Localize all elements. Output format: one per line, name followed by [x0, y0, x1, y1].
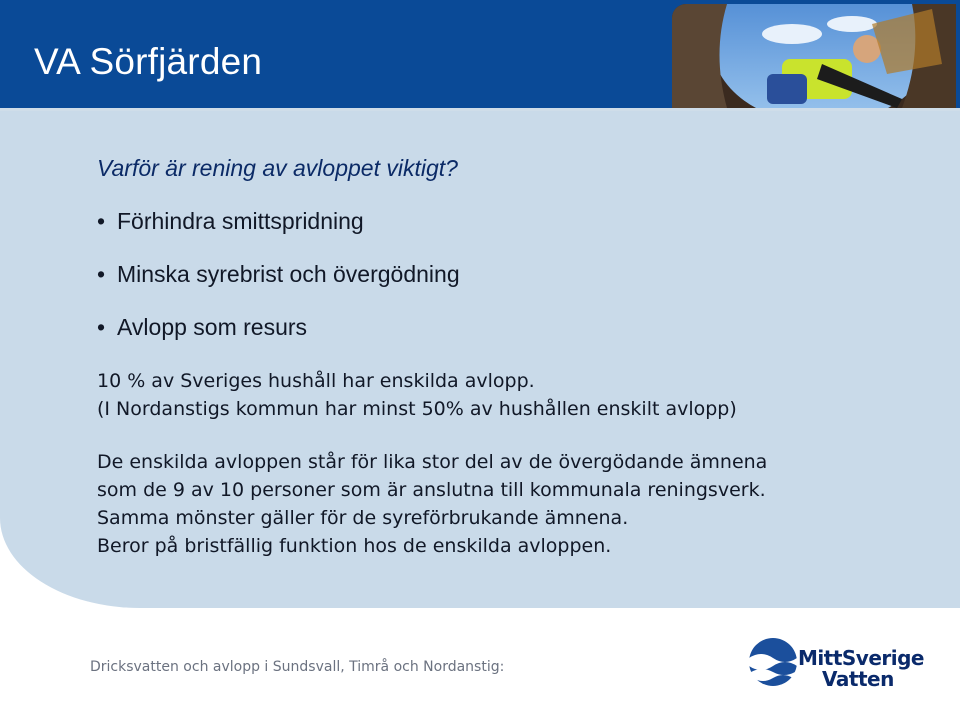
paragraph-line: Samma mönster gäller för de syreförbrukande ämnena. [97, 507, 629, 529]
bullet-item [97, 208, 364, 235]
bullet-item [97, 261, 460, 288]
body-paragraph [97, 448, 947, 560]
section-question: Varför är rening av avloppet viktigt? [97, 155, 458, 181]
paragraph-line: Beror på bristfällig funktion hos de enskilda avloppen. [97, 535, 612, 557]
bullet-dot-icon: • [97, 261, 106, 287]
bullet-dot-icon: • [97, 208, 106, 234]
statistic-note: (I Nordanstigs kommun har minst 50% av hushållen enskilt avlopp) [97, 398, 737, 420]
logo-wordmark [798, 648, 924, 690]
worker-photo [672, 4, 956, 108]
logo-line: Vatten [822, 667, 894, 691]
bullet-text: Minska syrebrist och övergödning [117, 261, 460, 287]
paragraph-line: De enskilda avloppen står för lika stor del av de övergödande ämnena [97, 451, 768, 473]
logo-line: MittSverige [798, 646, 924, 670]
paragraph-line: som de 9 av 10 personer som är anslutna till kommunala reningsverk. [97, 479, 766, 501]
page-title: VA Sörfjärden [34, 41, 263, 82]
bullet-text: Förhindra smittspridning [117, 208, 364, 234]
statistic-line: 10 % av Sveriges hushåll har enskilda avlopp. [97, 370, 535, 392]
bullet-text: Avlopp som resurs [117, 314, 308, 340]
worker-photo-icon [672, 4, 956, 108]
bullet-item [97, 314, 307, 341]
footer-text: Dricksvatten och avlopp i Sundsvall, Timrå och Nordanstig: [90, 659, 505, 675]
bullet-dot-icon: • [97, 314, 106, 340]
